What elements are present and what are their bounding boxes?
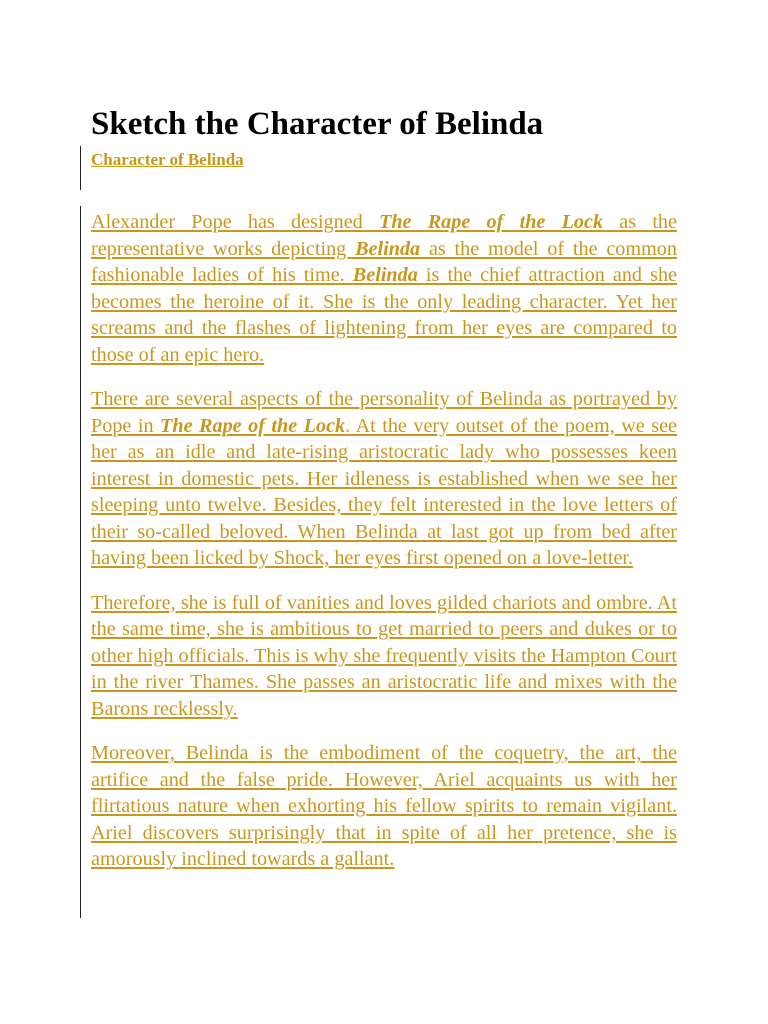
page-title: Sketch the Character of Belinda: [91, 106, 544, 142]
emphasis-text: Belinda: [355, 237, 421, 260]
paragraph-text: There are several aspects of the personality of Belinda as portrayed by Pope in: [91, 388, 677, 437]
paragraph-text: Therefore, she is full of vanities and loves gilded chariots and ombre. At the same time, she is ambitious to get married to peers and dukes or to other high officials. This is why she frequently visits the Hampton Court in the river Thames. She passes an aristocratic life and mixes with the Barons recklessly.: [91, 591, 677, 720]
paragraph-4[interactable]: [91, 740, 677, 873]
paragraph-2[interactable]: [91, 386, 677, 572]
emphasis-text: The Rape of the Lock: [378, 211, 604, 233]
paragraph-text: Alexander Pope has designed: [91, 211, 379, 233]
change-bar-top: [80, 146, 81, 190]
paragraph-1[interactable]: [91, 209, 677, 368]
paragraph-text: as the representative works depicting: [91, 211, 677, 260]
paragraph-text: Moreover, Belinda is the embodiment of the coquetry, the art, the artifice and the false pride. However, Ariel acquaints us with her flirtatious nature when exhorting his fellow spirits to remain vigilant. Ariel discovers surprisingly that in spite of all her pretence, she is amorously inclined towards a gallant.: [91, 742, 677, 870]
emphasis-text: The Rape of the Lock: [160, 414, 346, 437]
paragraph-text: is the chief attraction and she becomes the heroine of it. She is the only leading character. Yet her screams and the flashes of lightening from her eyes are compared to those of an epic hero.: [91, 264, 677, 366]
emphasis-text: Belinda: [352, 264, 418, 286]
paragraph-text: . At the very outset of the poem, we see her as an idle and late-rising aristocratic lady who possesses keen interest in domestic pets. Her idleness is established when we see her sleeping unto twelve. Besides, they felt interested in the love letters of their so-called beloved. When Belinda at last got up from bed after having been licked by Shock, her eyes first opened on a love-letter.: [91, 414, 677, 569]
paragraph-3[interactable]: [91, 590, 677, 723]
article-body: [91, 209, 677, 891]
subtitle-link[interactable]: Character of Belinda: [91, 150, 244, 169]
paragraph-text: as the model of the common fashionable ladies of his time.: [91, 237, 677, 286]
change-bar-body: [80, 206, 81, 918]
